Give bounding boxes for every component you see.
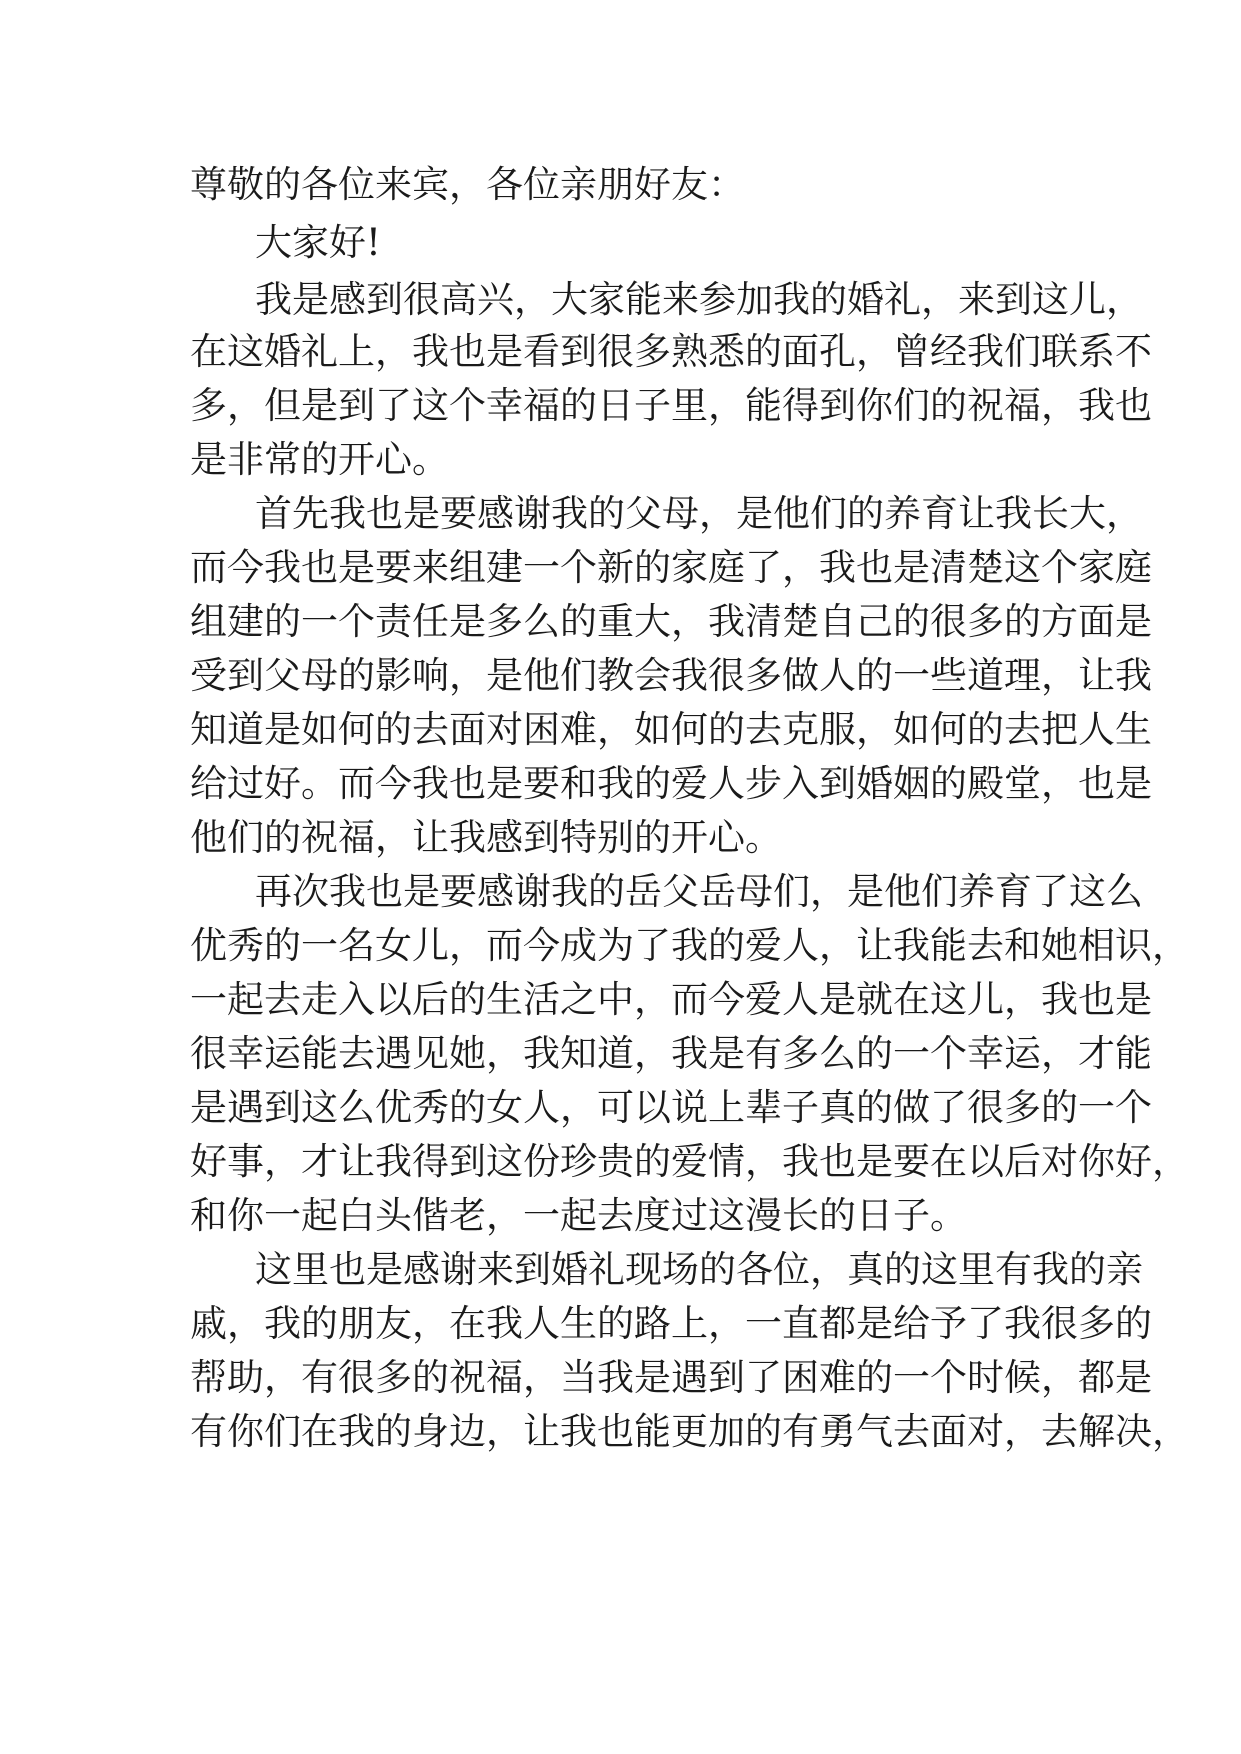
paragraph-4-line-4: 有你们在我的身边，让我也能更加的有勇气去面对，去解决， [190, 1410, 1189, 1453]
paragraph-2-line-1: 首先我也是要感谢我的父母，是他们的养育让我长大， [255, 492, 1143, 535]
paragraph-2-line-6: 给过好。而今我也是要和我的爱人步入到婚姻的殿堂，也是 [190, 762, 1152, 805]
paragraph-2-line-3: 组建的一个责任是多么的重大，我清楚自己的很多的方面是 [190, 600, 1152, 643]
paragraph-4-line-3: 帮助，有很多的祝福，当我是遇到了困难的一个时候，都是 [190, 1356, 1152, 1399]
paragraph-3-line-1: 再次我也是要感谢我的岳父岳母们，是他们养育了这么 [255, 870, 1143, 913]
paragraph-2-line-2: 而今我也是要来组建一个新的家庭了，我也是清楚这个家庭 [190, 546, 1152, 589]
paragraph-1-line-4: 是非常的开心。 [190, 438, 449, 481]
salutation-line: 尊敬的各位来宾，各位亲朋好友： [190, 163, 745, 206]
paragraph-1-line-2: 在这婚礼上，我也是看到很多熟悉的面孔，曾经我们联系不 [190, 330, 1152, 373]
paragraph-3-line-5: 是遇到这么优秀的女人，可以说上辈子真的做了很多的一个 [190, 1086, 1152, 1129]
paragraph-3-line-7: 和你一起白头偕老，一起去度过这漫长的日子。 [190, 1194, 967, 1237]
paragraph-2-line-4: 受到父母的影响，是他们教会我很多做人的一些道理，让我 [190, 654, 1152, 697]
paragraph-3-line-2: 优秀的一名女儿，而今成为了我的爱人，让我能去和她相识， [190, 924, 1189, 967]
paragraph-1-line-1: 我是感到很高兴，大家能来参加我的婚礼，来到这儿， [255, 278, 1143, 321]
paragraph-3-line-4: 很幸运能去遇见她，我知道，我是有多么的一个幸运，才能 [190, 1032, 1152, 1075]
paragraph-3-line-3: 一起去走入以后的生活之中，而今爱人是就在这儿，我也是 [190, 978, 1152, 1021]
paragraph-4-line-2: 戚，我的朋友，在我人生的路上，一直都是给予了我很多的 [190, 1302, 1152, 1345]
paragraph-3-line-6: 好事，才让我得到这份珍贵的爱情，我也是要在以后对你好， [190, 1140, 1189, 1183]
paragraph-2-line-7: 他们的祝福，让我感到特别的开心。 [190, 816, 782, 859]
greeting-line: 大家好! [255, 221, 381, 264]
paragraph-2-line-5: 知道是如何的去面对困难，如何的去克服，如何的去把人生 [190, 708, 1152, 751]
paragraph-1-line-3: 多，但是到了这个幸福的日子里，能得到你们的祝福，我也 [190, 384, 1152, 427]
paragraph-4-line-1: 这里也是感谢来到婚礼现场的各位，真的这里有我的亲 [255, 1248, 1143, 1291]
